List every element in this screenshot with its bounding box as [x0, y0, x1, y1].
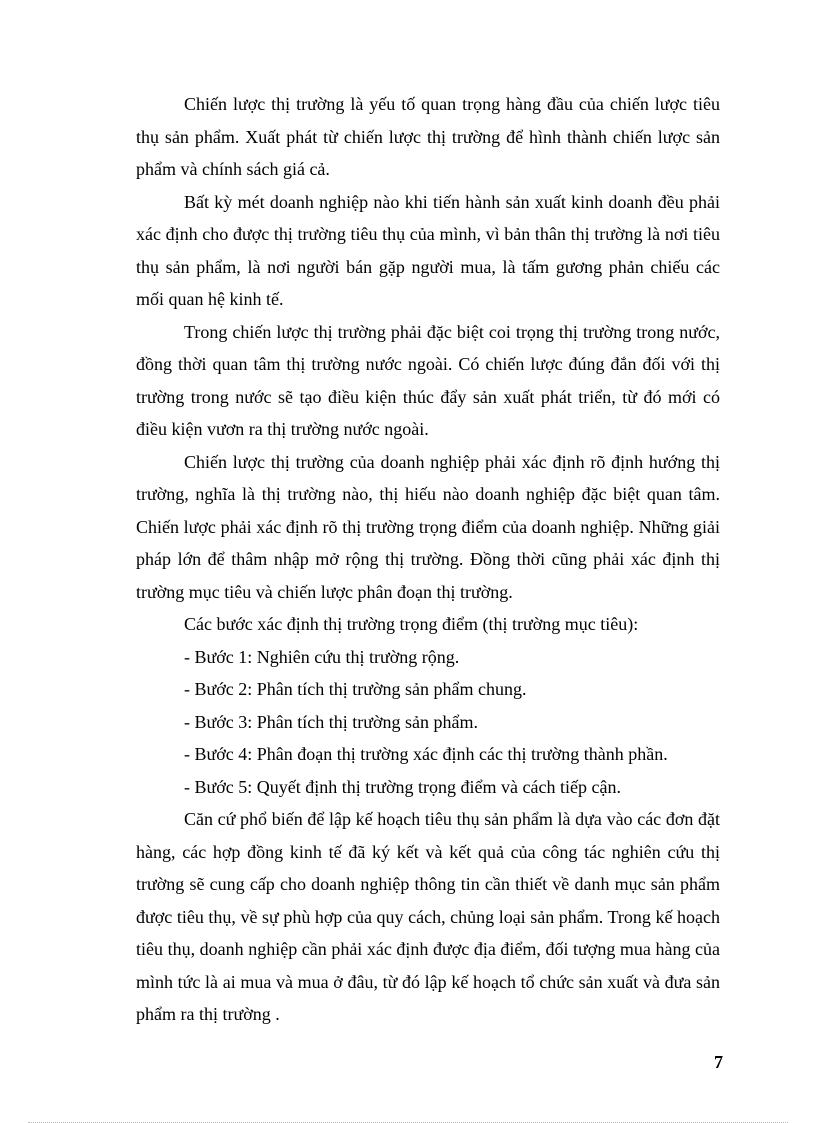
list-item: - Bước 1: Nghiên cứu thị trường rộng.: [184, 646, 460, 667]
paragraph-domestic-foreign: Trong chiến lược thị trường phải đặc biệt coi trọng thị trường trong nước, đồng thời quan tâm thị trường nước ngoài. Có chiến lược đúng đắn đối với thị trường trong nước sẽ tạo điều kiện thúc đẩy sản xuất phát triển, từ đó mới có điều kiện vươn ra thị trường nước ngoài.: [136, 321, 720, 439]
paragraph-market-orientation: Chiến lược thị trường của doanh nghiệp phải xác định rõ định hướng thị trường, nghĩa là thị trường nào, thị hiếu nào doanh nghiệp đặc biệt quan tâm. Chiến lược phải xác định rõ thị trường trọng điểm của doanh nghiệp. Những giải pháp lớn để thâm nhập mở rộng thị trường. Đồng thời cũng phải xác định thị trường mục tiêu và chiến lược phân đoạn thị trường.: [136, 451, 720, 602]
paragraph-enterprise-market: Bất kỳ mét doanh nghiệp nào khi tiến hành sản xuất kinh doanh đều phải xác định cho được thị trường tiêu thụ của mình, vì bản thân thị trường là nơi tiêu thụ sản phẩm, là nơi người bán gặp người mua, là tấm gương phản chiếu các mối quan hệ kinh tế.: [136, 191, 720, 309]
steps-intro: Các bước xác định thị trường trọng điểm (thị trường mục tiêu):: [184, 614, 639, 634]
paragraph-sales-plan: Căn cứ phổ biến để lập kế hoạch tiêu thụ sản phẩm là dựa vào các đơn đặt hàng, các hợp đồng kinh tế đã ký kết và kết quả của công tác nghiên cứu thị trường sẽ cung cấp cho doanh nghiệp thông tin cần thiết về danh mục sản phẩm được tiêu thụ, về sự phù hợp của quy cách, chủng loại sản phẩm. Trong kế hoạch tiêu thụ, doanh nghiệp cần phải xác định được địa điểm, đối tượng mua hàng của mình tức là ai mua và mua ở đâu, từ đó lập kế hoạch tổ chức sản xuất và đưa sản phẩm ra thị trường .: [136, 809, 720, 1024]
list-item: - Bước 3: Phân tích thị trường sản phẩm.: [184, 711, 479, 732]
list-item: - Bước 4: Phân đoạn thị trường xác định các thị trường thành phần.: [184, 744, 668, 764]
paragraph-market-strategy: Chiến lược thị trường là yếu tố quan trọng hàng đầu của chiến lược tiêu thụ sản phẩm. Xuất phát từ chiến lược thị trường để hình thành chiến lược sản phẩm và chính sách giá cả.: [136, 94, 720, 179]
list-item: - Bước 5: Quyết định thị trường trọng điểm và cách tiếp cận.: [184, 776, 621, 797]
page-number: 7: [714, 1052, 723, 1072]
list-item: - Bước 2: Phân tích thị trường sản phẩm chung.: [184, 679, 527, 699]
body-text: [136, 88, 720, 1031]
